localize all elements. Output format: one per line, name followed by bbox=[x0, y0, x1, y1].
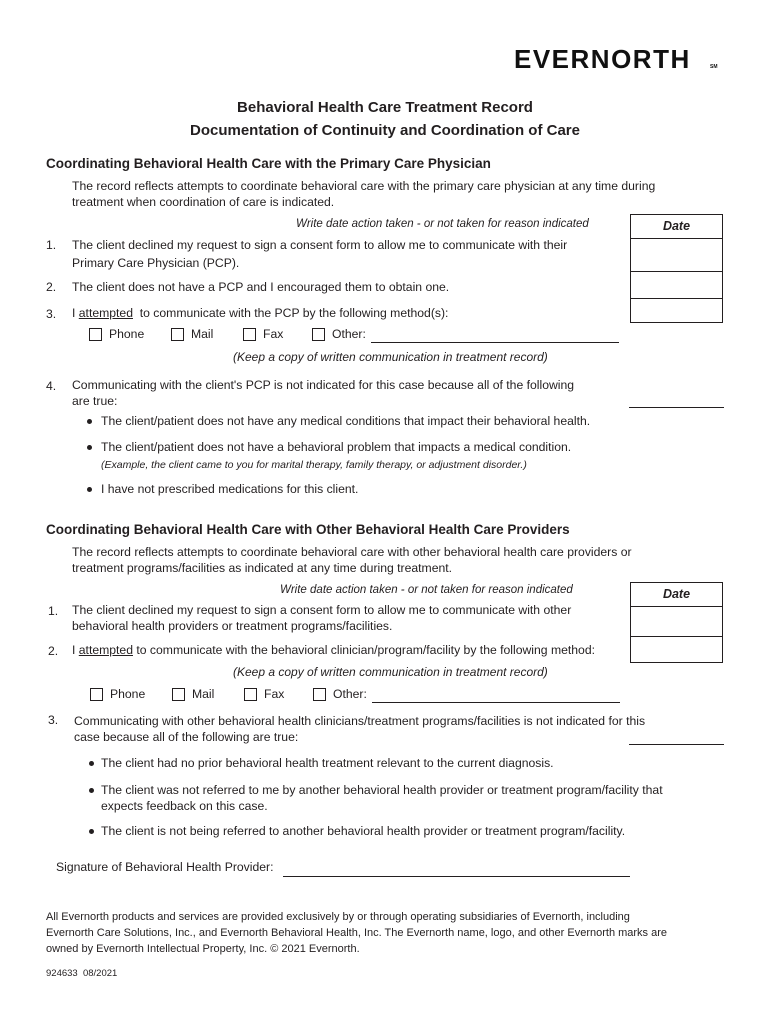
s2-mail-label: Mail bbox=[192, 687, 215, 701]
form-code: 924633 08/2021 bbox=[46, 968, 118, 979]
s2-bullet2-line2: expects feedback on this case. bbox=[101, 799, 268, 813]
s1-item4-number: 4. bbox=[46, 379, 57, 393]
s2-other-input-line[interactable] bbox=[372, 702, 620, 703]
s1-mail-label: Mail bbox=[191, 327, 214, 341]
s2-bullet1-text: The client had no prior behavioral health treatment relevant to the current diagnosis. bbox=[101, 756, 554, 770]
s1-item4-line1: Communicating with the client's PCP is not indicated for this case because all of the following bbox=[72, 378, 575, 392]
signature-label: Signature of Behavioral Health Provider: bbox=[56, 860, 274, 874]
s2-keep-copy-note: (Keep a copy of written communication in treatment record) bbox=[233, 665, 548, 679]
s1-bullet1-text: The client/patient does not have any medical conditions that impact their behavioral health. bbox=[101, 414, 591, 428]
s2-bullet2-dot bbox=[89, 788, 94, 793]
s1-fax-checkbox[interactable] bbox=[243, 328, 256, 341]
signature-input-line[interactable] bbox=[283, 876, 630, 877]
s2-item3-date-line[interactable] bbox=[629, 744, 724, 745]
s1-bullet2-dot bbox=[87, 445, 92, 450]
section2-intro-line1: The record reflects attempts to coordinate behavioral care with other behavioral health care providers or bbox=[72, 545, 632, 559]
section1-date-box bbox=[630, 214, 723, 323]
s1-attempted-underlined: attempted bbox=[78, 306, 133, 320]
page-subtitle: Documentation of Continuity and Coordination of Care bbox=[190, 122, 580, 139]
s1-bullet3-text: I have not prescribed medications for this client. bbox=[101, 482, 359, 496]
s2-bullet3-text: The client is not being referred to another behavioral health provider or treatment program/facility. bbox=[101, 824, 626, 838]
s1-other-label: Other: bbox=[332, 327, 366, 341]
section1-intro-line1: The record reflects attempts to coordinate behavioral care with the primary care physician at any time during bbox=[72, 179, 656, 193]
s2-item3-number: 3. bbox=[48, 713, 59, 727]
section2-date-field-2[interactable] bbox=[631, 636, 722, 663]
s1-bullet3-dot bbox=[87, 487, 92, 492]
s1-bullet1-dot bbox=[87, 419, 92, 424]
section2-date-header: Date bbox=[631, 583, 722, 607]
s1-item4-line2: are true: bbox=[72, 394, 118, 408]
s2-item2-number: 2. bbox=[48, 644, 59, 658]
s2-bullet2-line1: The client was not referred to me by another behavioral health provider or treatment program/facility that bbox=[101, 783, 663, 797]
s2-other-checkbox[interactable] bbox=[313, 688, 326, 701]
s2-bullet3-dot bbox=[89, 829, 94, 834]
section1-date-field-1[interactable] bbox=[631, 238, 722, 272]
s1-item3-number: 3. bbox=[46, 307, 57, 321]
s1-other-checkbox[interactable] bbox=[312, 328, 325, 341]
footer-line3: owned by Evernorth Intellectual Property, Inc. © 2021 Evernorth. bbox=[46, 943, 360, 955]
section2-heading: Coordinating Behavioral Health Care with Other Behavioral Health Care Providers bbox=[46, 522, 570, 537]
s2-fax-label: Fax bbox=[264, 687, 285, 701]
s1-bullet2-text: The client/patient does not have a behavioral problem that impacts a medical condition. bbox=[101, 440, 572, 454]
section1-date-field-2[interactable] bbox=[631, 271, 722, 299]
evernorth-logo: EVERNORTH bbox=[514, 44, 691, 74]
section2-date-box bbox=[630, 582, 723, 663]
section2-intro-line2: treatment programs/facilities as indicated at any time during treatment. bbox=[72, 561, 453, 575]
section1-intro-line2: treatment when coordination of care is indicated. bbox=[72, 195, 335, 209]
s2-item1-line1: The client declined my request to sign a consent form to allow me to communicate with other bbox=[72, 603, 572, 617]
service-mark: SM bbox=[710, 64, 718, 70]
s2-item1-number: 1. bbox=[48, 604, 59, 618]
section1-date-field-3[interactable] bbox=[631, 298, 722, 323]
s2-item2-text: I attempted to communicate with the behavioral clinician/program/facility by the following method: bbox=[72, 643, 595, 657]
s2-item3-line1: Communicating with other behavioral health clinicians/treatment programs/facilities is not indicated for this bbox=[74, 714, 646, 728]
s1-item1-line1: The client declined my request to sign a consent form to allow me to communicate with their bbox=[72, 238, 568, 252]
s1-other-input-line[interactable] bbox=[371, 342, 619, 343]
s1-mail-checkbox[interactable] bbox=[171, 328, 184, 341]
s2-bullet1-dot bbox=[89, 761, 94, 766]
s1-phone-label: Phone bbox=[109, 327, 145, 341]
section1-write-note: Write date action taken - or not taken for reason indicated bbox=[296, 218, 589, 230]
s1-fax-label: Fax bbox=[263, 327, 284, 341]
s1-item1-number: 1. bbox=[46, 238, 57, 252]
section1-date-header: Date bbox=[631, 215, 722, 239]
s2-fax-checkbox[interactable] bbox=[244, 688, 257, 701]
s1-item4-date-line[interactable] bbox=[629, 407, 724, 408]
s1-item3-text: I attempted to communicate with the PCP by the following method(s): bbox=[72, 306, 449, 320]
s1-example-note: (Example, the client came to you for marital therapy, family therapy, or adjustment disorder.) bbox=[101, 459, 527, 471]
s2-item3-line2: case because all of the following are true: bbox=[74, 730, 299, 744]
footer-line2: Evernorth Care Solutions, Inc., and Evernorth Behavioral Health, Inc. The Evernorth name, logo, and other Evernorth marks are bbox=[46, 927, 668, 939]
s2-phone-checkbox[interactable] bbox=[90, 688, 103, 701]
s1-item2-number: 2. bbox=[46, 280, 57, 294]
page-title: Behavioral Health Care Treatment Record bbox=[237, 99, 533, 116]
s2-item1-line2: behavioral health providers or treatment programs/facilities. bbox=[72, 619, 393, 633]
s2-mail-checkbox[interactable] bbox=[172, 688, 185, 701]
section1-heading: Coordinating Behavioral Health Care with the Primary Care Physician bbox=[46, 156, 491, 171]
section2-write-note: Write date action taken - or not taken for reason indicated bbox=[280, 584, 573, 596]
s2-attempted-underlined: attempted bbox=[78, 643, 133, 657]
s1-keep-copy-note: (Keep a copy of written communication in treatment record) bbox=[233, 350, 548, 364]
s1-item1-line2: Primary Care Physician (PCP). bbox=[72, 256, 240, 270]
section2-date-field-1[interactable] bbox=[631, 606, 722, 637]
s2-phone-label: Phone bbox=[110, 687, 146, 701]
s1-phone-checkbox[interactable] bbox=[89, 328, 102, 341]
footer-line1: All Evernorth products and services are provided exclusively by or through operating subsidiaries of Evernorth, including bbox=[46, 911, 630, 923]
s1-item2-text: The client does not have a PCP and I encouraged them to obtain one. bbox=[72, 280, 450, 294]
s2-other-label: Other: bbox=[333, 687, 367, 701]
